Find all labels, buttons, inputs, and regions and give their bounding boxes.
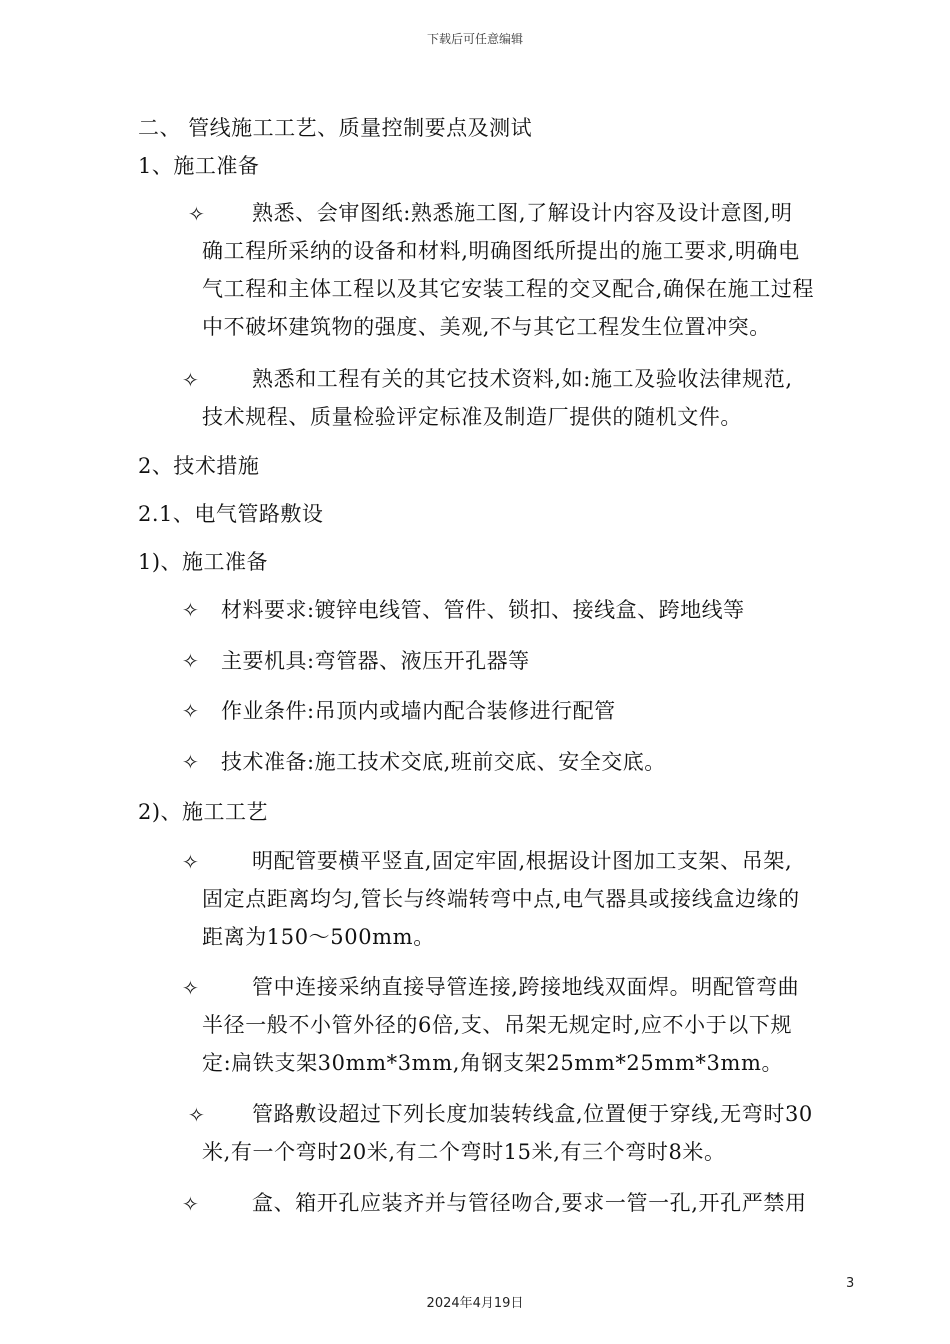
bullet-icon: ✧ [182,750,199,774]
prep2-item-tech-prep: 技术准备:施工技术交底,班前交底、安全交底。 [221,750,666,774]
craft-item-1 [202,842,800,956]
craft-item-3 [202,1095,813,1171]
text-line: 熟悉和工程有关的其它技术资料,如:施工及验收法律规范, [252,367,793,391]
bullet-icon: ✧ [182,699,199,723]
bullet-icon: ✧ [188,202,205,226]
heading-tech-measures: 2、技术措施 [138,454,260,478]
craft-item-2 [202,968,799,1082]
bullet-icon: ✧ [188,1103,205,1127]
heading-craft: 2)、施工工艺 [138,800,269,824]
bullet-icon: ✧ [182,598,199,622]
bullet-icon: ✧ [182,368,199,392]
text-line: 熟悉、会审图纸:熟悉施工图,了解设计内容及设计意图,明 [252,201,793,225]
section-title: 二、 管线施工工艺、质量控制要点及测试 [138,116,533,140]
heading-2-1: 2.1、电气管路敷设 [138,502,324,526]
text-line: 确工程所采纳的设备和材料,明确图纸所提出的施工要求,明确电 [202,239,800,263]
text-line: 盒、箱开孔应装齐并与管径吻合,要求一管一孔,开孔严禁用 [252,1191,807,1215]
bullet-icon: ✧ [182,850,199,874]
text-line: 技术规程、质量检验评定标准及制造厂提供的随机文件。 [202,405,742,429]
text-line: 明配管要横平竖直,固定牢固,根据设计图加工支架、吊架, [252,849,793,873]
prep2-item-conditions: 作业条件:吊顶内或墙内配合装修进行配管 [221,699,616,723]
prep2-item-tools: 主要机具:弯管器、液压开孔器等 [221,649,530,673]
prep-item-2 [202,360,793,436]
text-line: 距离为150～500mm。 [202,925,435,949]
bullet-icon: ✧ [182,1192,199,1216]
text-line: 中不破坏建筑物的强度、美观,不与其它工程发生位置冲突。 [202,315,771,339]
text-line: 定:扁铁支架30mm*3mm,角钢支架25mm*25mm*3mm。 [202,1051,784,1075]
craft-item-4 [202,1184,807,1222]
prep2-item-materials: 材料要求:镀锌电线管、管件、锁扣、接线盒、跨地线等 [221,598,745,622]
footer-date: 2024年4月19日 [426,1296,524,1311]
page-header: 下载后可任意编辑 [426,32,523,46]
heading-construction-prep: 1、施工准备 [138,154,260,178]
text-line: 米,有一个弯时20米,有二个弯时15米,有三个弯时8米。 [202,1140,726,1164]
heading-prep-2: 1)、施工准备 [138,550,269,574]
text-line: 半径一般不小管外径的6倍,支、吊架无规定时,应不小于以下规 [202,1013,793,1037]
prep-item-1 [202,194,814,346]
text-line: 管中连接采纳直接导管连接,跨接地线双面焊。明配管弯曲 [252,975,800,999]
page-number: 3 [846,1276,855,1291]
bullet-icon: ✧ [182,976,199,1000]
text-line: 固定点距离均匀,管长与终端转弯中点,电气器具或接线盒边缘的 [202,887,800,911]
text-line: 气工程和主体工程以及其它安装工程的交叉配合,确保在施工过程 [202,277,815,301]
text-line: 管路敷设超过下列长度加装转线盒,位置便于穿线,无弯时30 [252,1102,813,1126]
bullet-icon: ✧ [182,649,199,673]
